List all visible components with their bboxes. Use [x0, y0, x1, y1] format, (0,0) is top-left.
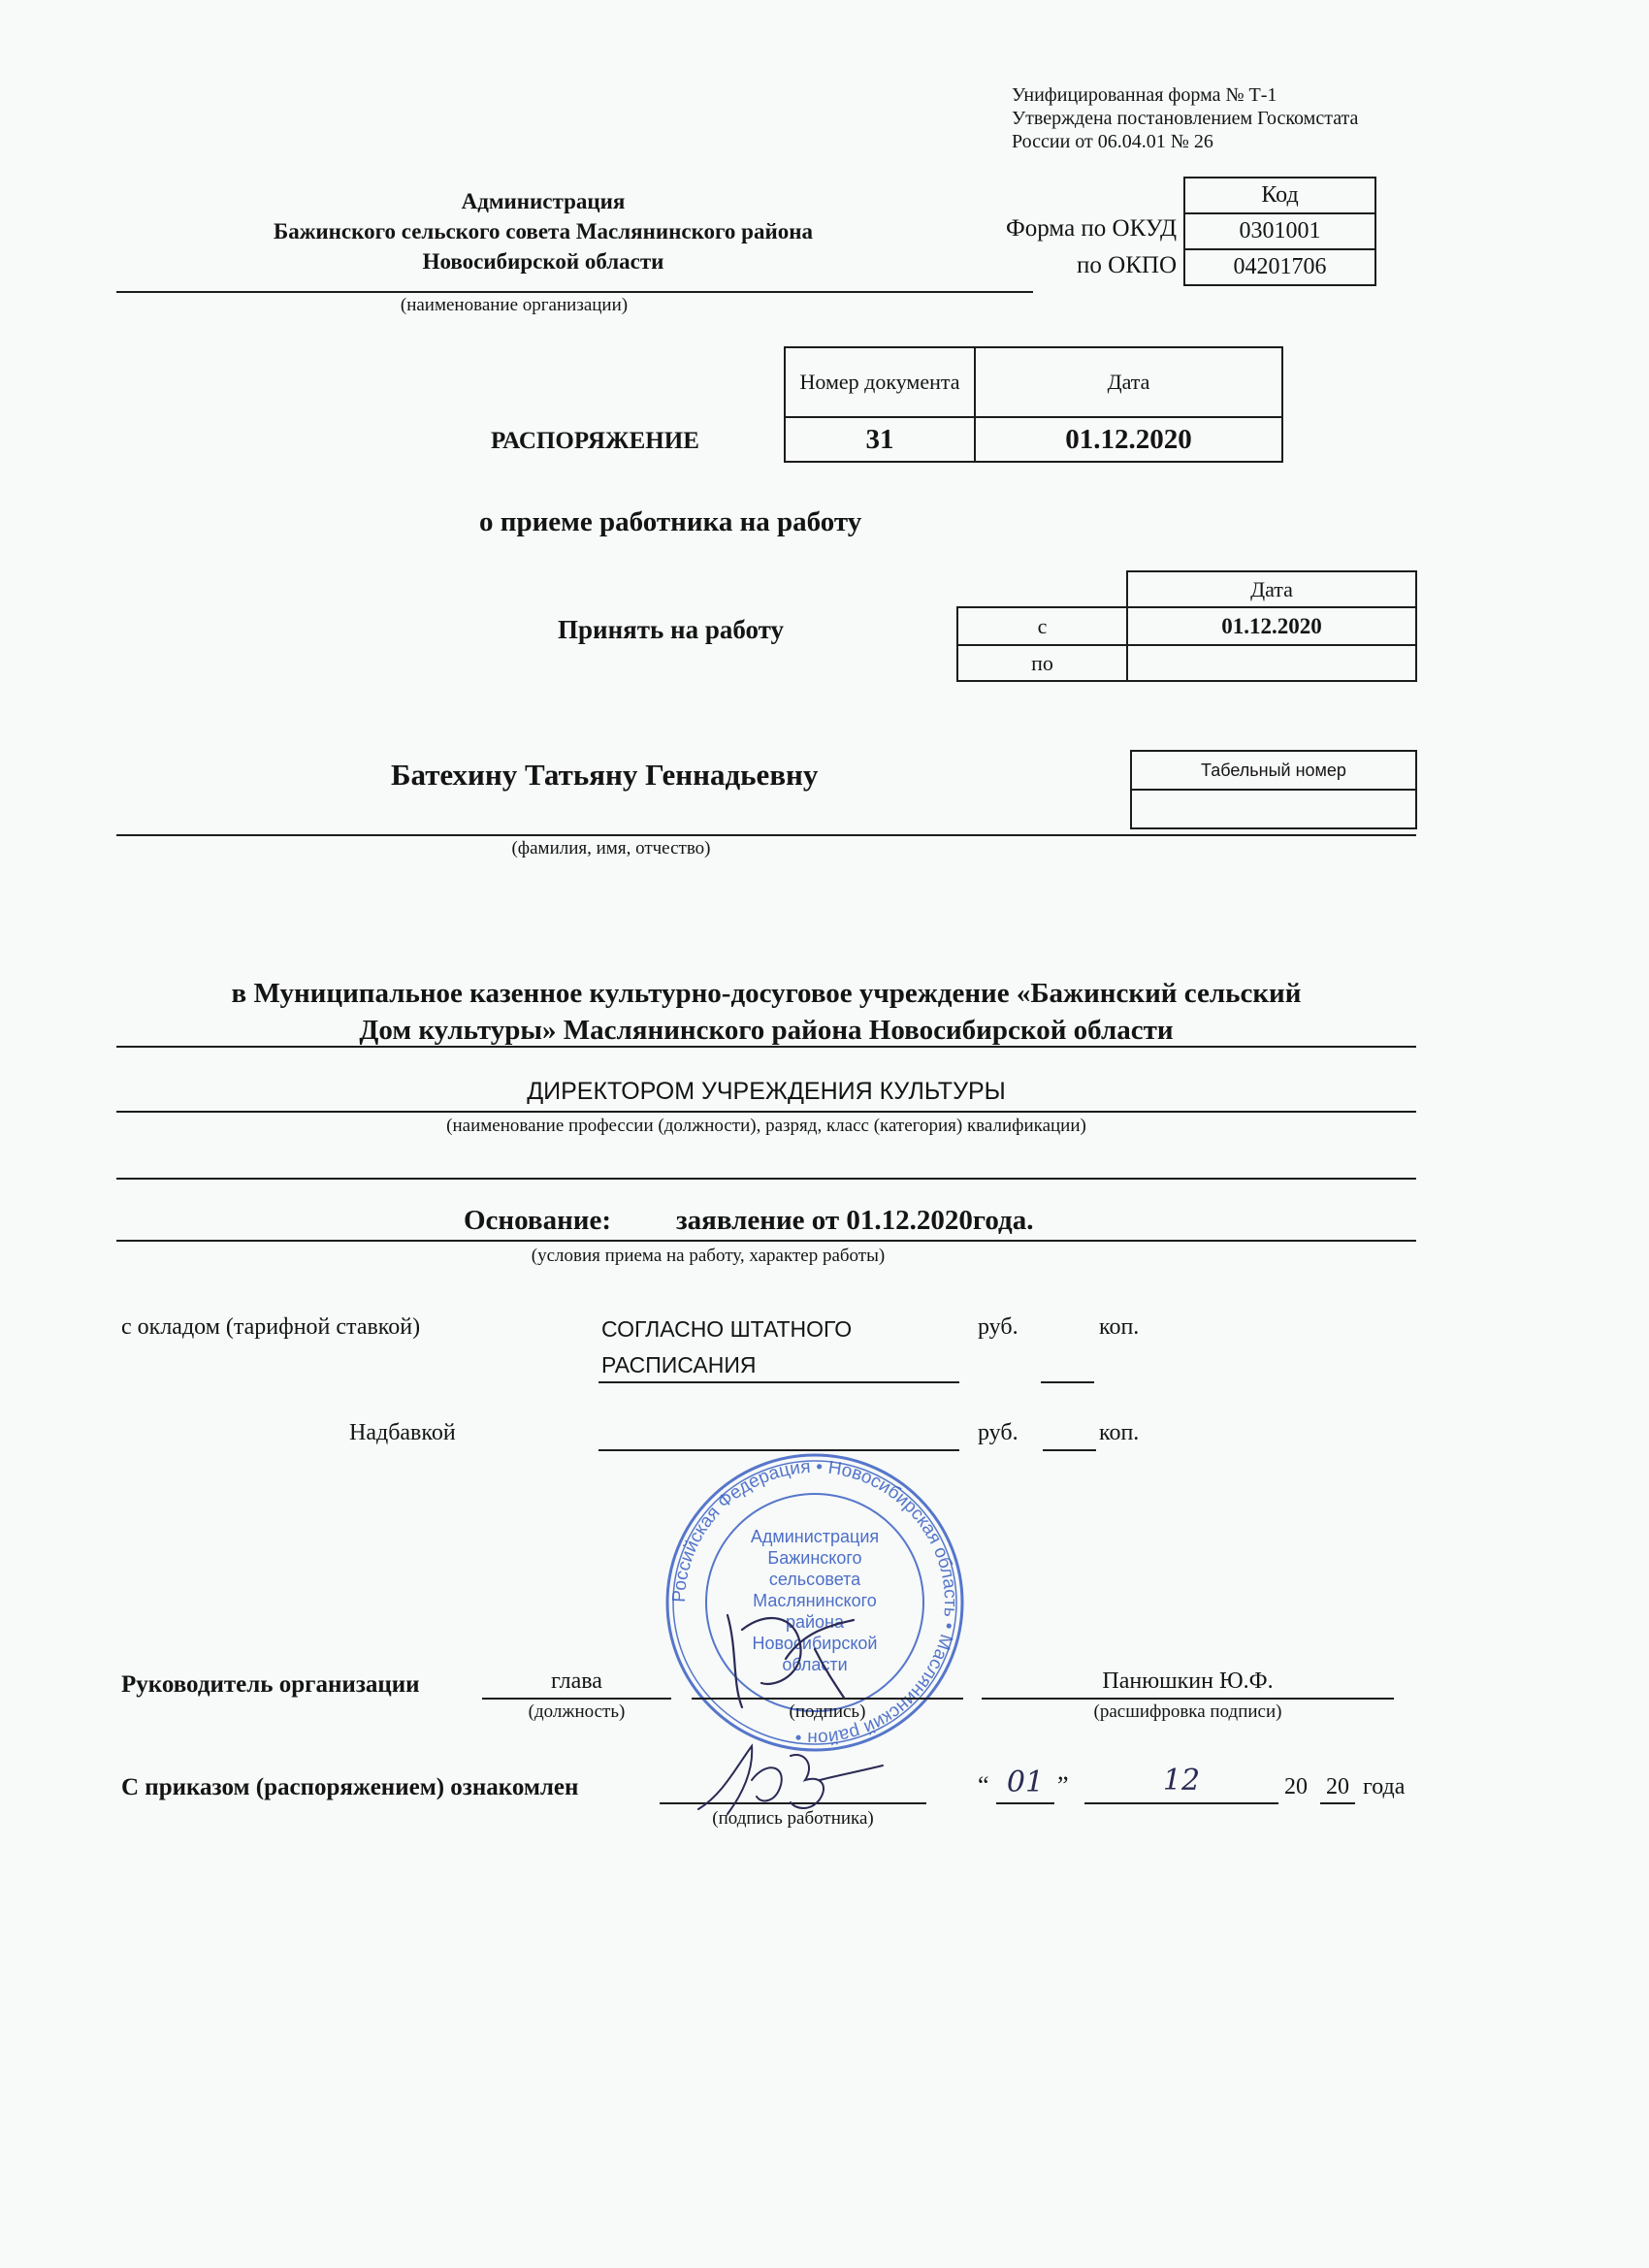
okpo-value: 04201706	[1184, 249, 1375, 285]
salary-underline	[598, 1381, 959, 1383]
organization-underline	[116, 291, 1033, 293]
okud-value: 0301001	[1184, 213, 1375, 249]
year-prefix: 20	[1284, 1774, 1308, 1799]
hire-label: Принять на работу	[558, 615, 785, 644]
head-name-underline	[982, 1698, 1394, 1700]
stamp-inner-line: сельсовета	[768, 1570, 861, 1589]
position-underline	[116, 1111, 1416, 1113]
head-name: Панюшкин Ю.Ф.	[1102, 1669, 1274, 1694]
structural-unit-line: в Муниципальное казенное культурно-досуговое учреждение «Бажинский сельский	[231, 978, 1302, 1009]
stamp-inner-line: Маслянинского	[753, 1591, 877, 1610]
salary-kop-underline	[1041, 1381, 1094, 1383]
day-underline	[996, 1802, 1054, 1804]
form-header-line: Унифицированная форма № Т-1	[1012, 84, 1277, 106]
organization-line: Новосибирской области	[422, 249, 664, 274]
hire-to-label: по	[957, 645, 1127, 681]
structural-unit-line: Дом культуры» Маслянинского района Новосибирской области	[359, 1015, 1174, 1046]
head-name-caption: (расшифровка подписи)	[1093, 1701, 1282, 1722]
bonus-kop-underline	[1043, 1449, 1096, 1451]
employee-caption: (фамилия, имя, отчество)	[511, 838, 711, 859]
salary-value-line: СОГЛАСНО ШТАТНОГО	[601, 1316, 853, 1342]
codes-header: Код	[1184, 178, 1375, 213]
date-quote-close: ”	[1057, 1771, 1069, 1799]
organization-line: Бажинского сельского совета Маслянинского района	[274, 219, 813, 243]
stamp-inner-line: Администрация	[750, 1527, 880, 1546]
position-caption: (наименование профессии (должности), разряд, класс (категория) квалификации)	[446, 1116, 1086, 1136]
employee-signature-drawing	[684, 1727, 897, 1833]
date-header: Дата	[975, 347, 1282, 417]
acknowledge-label: С приказом (распоряжением) ознакомлен	[121, 1774, 579, 1800]
employee-underline	[116, 834, 1416, 836]
bonus-label: Надбавкой	[349, 1420, 456, 1445]
salary-value	[601, 1312, 852, 1383]
okud-label: Форма по ОКУД	[1006, 215, 1177, 242]
form-header-line: Утверждена постановлением Госкомстата	[1012, 108, 1359, 129]
basis-caption: (условия приема на работу, характер работы)	[531, 1246, 886, 1266]
tab-number-table	[1130, 750, 1417, 829]
organization-line: Администрация	[461, 189, 626, 213]
stamp-inner-line: Новосибирской	[752, 1634, 878, 1653]
year-underline	[1320, 1802, 1355, 1804]
form-header	[1012, 83, 1358, 153]
head-position-caption: (должность)	[528, 1701, 626, 1722]
basis-value: заявление от 01.12.2020года.	[676, 1205, 1034, 1236]
head-position: глава	[551, 1669, 602, 1694]
head-signature-drawing	[708, 1591, 873, 1727]
year-word: года	[1363, 1774, 1406, 1799]
form-header-line: России от 06.04.01 № 26	[1012, 131, 1213, 152]
document-number: 31	[785, 417, 975, 462]
bonus-kop: коп.	[1099, 1420, 1140, 1445]
head-signature-caption: (подпись)	[789, 1701, 866, 1722]
month-underline	[1084, 1802, 1278, 1804]
tab-number-header: Табельный номер	[1131, 751, 1416, 790]
organization-name	[155, 186, 931, 276]
acknowledge-year: 20	[1326, 1774, 1349, 1799]
stamp-outer-text: Российская Федерация • Новосибирская область • Маслянинский район •	[668, 1456, 961, 1749]
stamp-inner-line: района	[785, 1612, 845, 1632]
document-table	[784, 346, 1283, 463]
basis-underline	[116, 1240, 1416, 1242]
document-subject: о приеме работника на работу	[479, 506, 862, 537]
basis-label: Основание:	[464, 1205, 612, 1236]
employee-signature-caption: (подпись работника)	[712, 1808, 874, 1829]
head-label: Руководитель организации	[121, 1671, 420, 1698]
stamp-inner-line: области	[782, 1655, 848, 1674]
head-position-underline	[482, 1698, 671, 1700]
hire-period-table	[956, 570, 1417, 682]
salary-value-line: РАСПИСАНИЯ	[601, 1352, 757, 1377]
document-title: РАСПОРЯЖЕНИЕ	[491, 428, 699, 454]
position-value: ДИРЕКТОРОМ УЧРЕЖДЕНИЯ КУЛЬТУРЫ	[527, 1078, 1006, 1105]
salary-label: с окладом (тарифной ставкой)	[121, 1314, 421, 1340]
salary-rub: руб.	[978, 1314, 1018, 1340]
okpo-label: по ОКПО	[1077, 252, 1177, 278]
employee-name: Батехину Татьяну Геннадьевну	[391, 758, 819, 792]
tab-number-value	[1131, 790, 1416, 828]
structural-unit	[116, 975, 1416, 1049]
organization-caption: (наименование организации)	[400, 295, 629, 315]
empty-line	[116, 1178, 1416, 1180]
acknowledge-day: 01	[1006, 1766, 1045, 1799]
date-quote-open: “	[978, 1771, 989, 1799]
hire-date-header: Дата	[1127, 571, 1416, 607]
unit-underline	[116, 1046, 1416, 1048]
hire-to-date	[1127, 645, 1416, 681]
stamp-inner-line: Бажинского	[767, 1548, 862, 1568]
acknowledge-month: 12	[1162, 1764, 1201, 1798]
document-date: 01.12.2020	[975, 417, 1282, 462]
salary-kop: коп.	[1099, 1314, 1140, 1340]
hire-from-date: 01.12.2020	[1127, 607, 1416, 645]
hire-from-label: с	[957, 607, 1127, 645]
bonus-rub: руб.	[978, 1420, 1018, 1445]
codes-table	[1183, 177, 1376, 286]
number-header: Номер документа	[785, 347, 975, 417]
